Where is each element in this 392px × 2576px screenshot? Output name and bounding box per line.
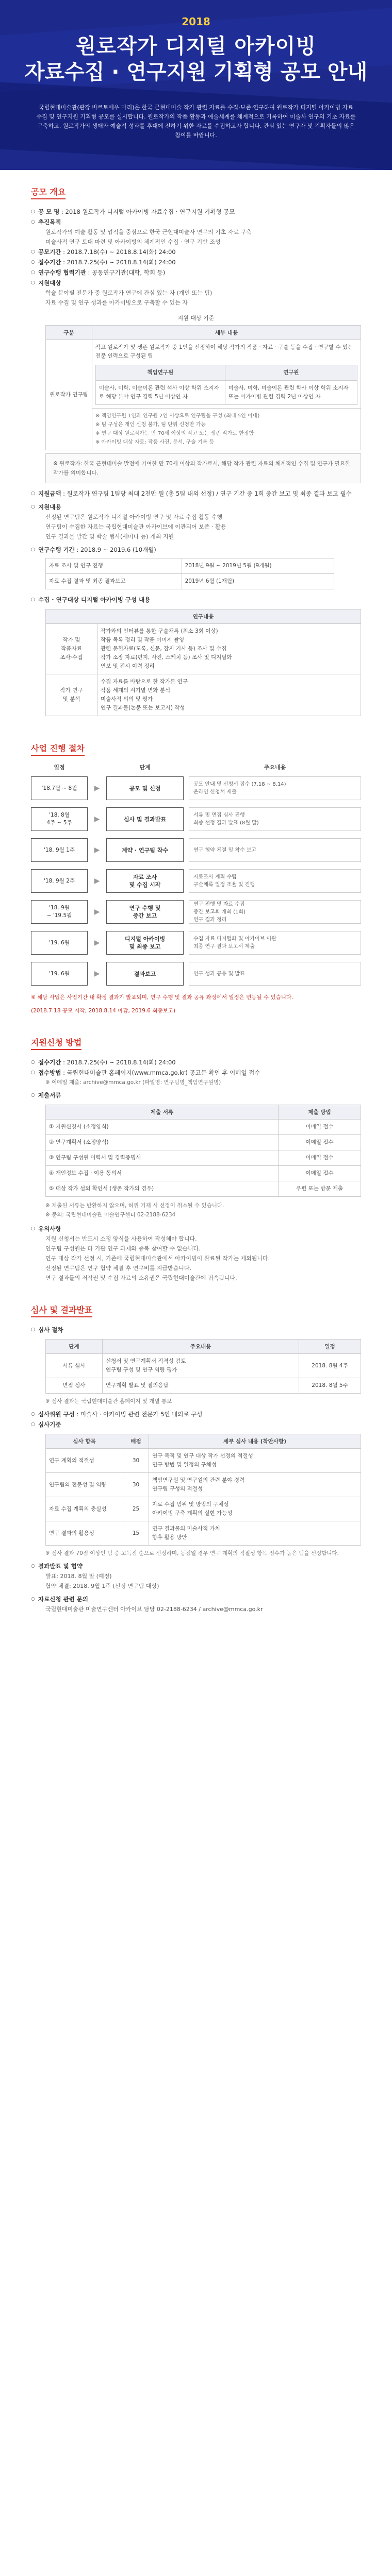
section-review	[31, 1288, 361, 1614]
result-line: 협약 체결: 2018. 9월 1주 (선정 연구팀 대상)	[45, 1583, 159, 1589]
overview-item: ○ 연구수행 기간 : 2018.9 ~ 2019.6 (10개월)	[31, 545, 361, 555]
criteria-table: 심사 항목 배점 세부 심사 내용 (착안사항) 연구 계획의 적절성 30 연구 목적 및 연구 대상 작가 선정의 적절성 연구 방법 및 일정의 구체성 연구팀의 전문성 및 역량 30 책임연구원 및 연구원의 관련 분야 경력 연구팀 구성의 적절성 자료 수집 계획의 충실성 25 자료 수집 범위 및 방법의 구체성 아카이빙 구축 계획의 실현 가능성 연구 결과의 활용성 15 연구 결과물의 미술사적 가치 향후 활용 방안	[45, 1434, 361, 1546]
sub-table: 책임연구원 연구원 미술사, 미학, 미술이론 관련 석사 이상 학위 소지자로 해당 분야 연구 경력 5년 이상인 자 미술사, 미학, 미술이론 관련 학사 이상 학위 소지자 또는 아카이빙 관련 경력 2년 이상인 자	[95, 365, 357, 405]
overview-item: ○ 공모기간 : 2018.7.18(수) ~ 2018.8.14(화) 24:00	[31, 247, 361, 257]
apply-item: ○ 제출서류	[31, 1090, 361, 1100]
section-overview	[31, 170, 361, 716]
review-process-table: 단계 주요내용 일정 서류 심사 신청서 및 연구계획서 적격성 검토 연구팀 구성 및 연구 역량 평가 2018. 8월 4주 면접 심사 연구계획 발표 및 질의응답 2018. 8월 5주	[45, 1339, 361, 1394]
overview-item: ○ 접수기간 : 2018.7.25(수) ~ 2018.8.14(화) 24:00	[31, 257, 361, 267]
apply-item: ○ 접수방법 : 국립현대미술관 홈페이지(www.mmca.go.kr) 공고문 확인 후 이메일 접수	[31, 1067, 361, 1078]
hero-year: 2018	[182, 15, 210, 28]
hero-description: 국립현대미술관(관장 바르토메우 마리)은 한국 근현대미술 작가 관련 자료를 수집·보존·연구하여 원로작가 디지털 아카이빙 자료수집 및 연구지원 기획형 공모를 실시합니다. 원로작가의 작품 활동과 예술세계를 체계적으로 기록하여 미술사 연구의 기초 자료를 구축하고, 원로작가의 생애와 예술적 성과를 후대에 전하기 위한 자료를 수집하고자 합니다. 관심 있는 연구자 및 기획자들의 많은 참여를 바랍니다.	[36, 104, 356, 139]
overview-item: ○ 지원내용	[31, 502, 361, 512]
review-note: ※ 심사 결과는 국립현대미술관 홈페이지 및 개별 통보	[45, 1398, 172, 1404]
purpose-line: 미술사적 연구 토대 마련 및 아카이빙의 체계적인 수집 · 연구 기반 조성	[45, 239, 221, 245]
arrow-icon: ▶	[94, 846, 100, 854]
overview-item: ○ 추진목적	[31, 217, 361, 227]
overview-item: ○ 수집 · 연구대상 디지털 아카이빙 구성 내용	[31, 595, 361, 605]
step-description: 연구 성과 공유 및 발표	[189, 962, 361, 986]
arrow-icon: ▶	[94, 815, 100, 823]
step-name: 결과보고	[106, 962, 184, 986]
hero-title: 원로작가 디지털 아카이빙	[76, 35, 316, 58]
step-date: '19. 6월	[31, 962, 88, 986]
step-description: 연구 협약 체결 및 착수 보고	[189, 838, 361, 862]
arrow-icon: ▶	[94, 970, 100, 978]
process-step	[31, 931, 361, 955]
documents-note: ※ 문의: 국립현대미술관 미술연구센터 02-2188-6234	[45, 1212, 176, 1218]
step-description: 자료조사 계획 수립 구술채록 일정 조율 및 진행	[189, 869, 361, 893]
overview-item: ○ 지원대상	[31, 278, 361, 288]
process-step	[31, 900, 361, 924]
hero-banner	[0, 0, 392, 170]
step-name: 심사 및 결과발표	[106, 807, 184, 831]
process-step	[31, 838, 361, 862]
process-step	[31, 962, 361, 986]
review-item: ○ 결과발표 및 협약	[31, 1561, 361, 1571]
section-title: 지원신청 방법	[31, 1036, 81, 1050]
step-description: 연구 진행 및 자료 수집 중간 보고회 개최 (1회) 연구 결과 정리	[189, 900, 361, 924]
apply-item: ○ 유의사항	[31, 1224, 361, 1234]
target-line: 학술 분야별 전문가 중 원로작가 연구에 관심 있는 자 (개인 또는 팀)	[45, 290, 213, 296]
step-name: 자료 조사 및 수집 시작	[106, 869, 184, 893]
table-cell: 원로작가 연구팀	[46, 340, 92, 450]
step-date: '18. 9월 2주	[31, 869, 88, 893]
process-note: (2018.7.18 공모 시작, 2018.8.14 마감, 2019.6 최종보고)	[31, 1008, 175, 1014]
review-item: ○ 자료신청 관련 문의	[31, 1594, 361, 1604]
step-description: 수집 자료 디지털화 및 아카이브 이관 최종 연구 결과 보고서 제출	[189, 931, 361, 955]
section-title: 사업 진행 절차	[31, 742, 85, 756]
target-table	[45, 325, 361, 450]
step-description: 공모 안내 및 신청서 접수 (7.18 ~ 8.14) 온라인 신청서 제출	[189, 776, 361, 800]
criteria-line: 선정된 연구팀은 연구 협약 체결 후 연구비를 지급받습니다.	[45, 1265, 191, 1272]
benefit-line: 연구팀이 수집한 자료는 국립현대미술관 아카이브에 이관되어 보존 · 활용	[45, 523, 226, 530]
overview-item: ○ 지원금액 : 원로작가 연구팀 1팀당 최대 2천만 원 (총 5팀 내외 선정) / 연구 기간 중 1회 중간 보고 및 최종 결과 보고 필수	[31, 488, 361, 499]
arrow-icon: ▶	[94, 939, 100, 947]
benefit-line: 선정된 연구팀은 원로작가 디지털 아카이빙 연구 및 자료 수집 활동 수행	[45, 514, 223, 520]
step-name: 계약 · 연구팀 착수	[106, 838, 184, 862]
process-flow	[31, 776, 361, 986]
step-name: 연구 수행 및 중간 보고	[106, 900, 184, 924]
criteria-line: 연구팀 구성원은 타 기관 연구 과제와 중복 참여할 수 없습니다.	[45, 1245, 201, 1252]
documents-table: 제출 서류 제출 방법 ① 지원신청서 (소정양식) 이메일 접수 ② 연구계획서 (소정양식) 이메일 접수 ③ 연구팀 구성원 이력서 및 경력증명서 이메일 접수 ④ 개인정보 수집 · 이용 동의서 이메일 접수 ⑤ 대상 작가 섭외 확인서 (생존 작가의 경우) 우편 또는 방문 제출	[45, 1105, 361, 1197]
step-date: '18. 9월 ~ '19.5월	[31, 900, 88, 924]
section-title: 공모 개요	[31, 185, 66, 199]
section-title: 심사 및 결과발표	[31, 1303, 92, 1317]
step-name: 공모 및 신청	[106, 776, 184, 800]
step-description: 서류 및 면접 심사 진행 최종 선정 결과 발표 (8월 말)	[189, 807, 361, 831]
note-box: ※ 원로작가: 한국 근현대미술 발전에 기여한 만 70세 이상의 작가로서, 해당 작가 관련 자료의 체계적인 수집 및 연구가 필요한 작가를 의미합니다.	[45, 453, 361, 483]
process-step	[31, 807, 361, 831]
table-cell: 작고 원로작가 및 생존 원로작가 중 1인을 선정하여 해당 작가의 작품 · 자료 · 구술 등을 수집 · 연구할 수 있는 전문 인력으로 구성된 팀 책임연구원 연구원 미술사, 미학, 미술이론 관련 석사 이상 학위 소지자로 해당 분야 연구 경력 5년 이상인 자 미술사, 미학, 미술이론 관련 학사 이상 학위 소지자 또는 아카이빙 관련 경력 2년 이상인 자	[92, 340, 361, 409]
arrow-icon: ▶	[94, 877, 100, 885]
step-date: '18. 8월 4주 ~ 5주	[31, 807, 88, 831]
table-caption: 지원 대상 기준	[177, 315, 215, 321]
research-table: 연구내용 작가 및 작품자료 조사·수집 작가와의 인터뷰를 통한 구술채록 (최소 3회 이상) 작품 목록 정리 및 작품 이미지 촬영 관련 문헌자료(도록, 신문, 잡지 기사 등) 조사 및 수집 작가 소장 자료(편지, 사진, 스케치 등) 조사 및 디지털화 연보 및 전시 이력 정리 작가 연구 및 분석 수집 자료를 바탕으로 한 작가론 연구 작품 세계의 시기별 변화 분석 미술사적 의의 및 평가 연구 결과물(논문 또는 보고서) 작성	[45, 609, 361, 716]
arrow-icon: ▶	[94, 908, 100, 916]
process-step	[31, 869, 361, 893]
target-line: 자료 수집 및 연구 성과를 아카이빙으로 구축할 수 있는 자	[45, 299, 188, 306]
section-process	[31, 726, 361, 1015]
flow-header: 일정 단계 주요내용	[54, 764, 286, 771]
criteria-line: 지원 신청서는 반드시 소정 양식을 사용하여 작성해야 합니다.	[45, 1235, 197, 1242]
step-date: '18. 9월 1주	[31, 838, 88, 862]
step-date: '19. 6월	[31, 931, 88, 955]
hero-subtitle: 자료수집 · 연구지원 기획형 공모 안내	[24, 60, 368, 84]
table-header: 구분	[46, 326, 92, 340]
process-note: ※ 해당 사업은 사업기간 내 확정 결과가 발표되며, 연구 수행 및 결과 공유 과정에서 일정은 변동될 수 있습니다.	[31, 994, 293, 1001]
period-table: 자료 조사 및 연구 진행 2018년 9월 ~ 2019년 5월 (9개월) 자료 수집 결과 및 최종 결과보고 2019년 6월 (1개월)	[45, 558, 334, 589]
purpose-line: 원로작가의 예술 활동 및 업적을 중심으로 한국 근현대미술사 연구의 기초 자료 구축	[45, 229, 252, 235]
review-item: ○ 심사위원 구성 : 미술사 · 아카이빙 관련 전문가 5인 내외로 구성	[31, 1409, 361, 1419]
result-line: 발표: 2018. 8월 말 (예정)	[45, 1573, 112, 1580]
review-item: ○ 심사 절차	[31, 1325, 361, 1335]
overview-item: ○ 연구수행 협력기관 : 공동연구기관(대학, 학회 등)	[31, 267, 361, 278]
email-note: ※ 이메일 제출: archive@mmca.go.kr (파일명: 연구팀명_책임연구원명)	[45, 1079, 221, 1086]
benefit-line: 연구 결과물 발간 및 학술 행사(세미나 등) 개최 지원	[45, 533, 174, 540]
criteria-line: 연구 결과물의 저작권 및 수집 자료의 소유권은 국립현대미술관에 귀속됩니다.	[45, 1275, 237, 1281]
criteria-note: ※ 심사 결과 70점 이상인 팀 중 고득점 순으로 선정하며, 동점일 경우 연구 계획의 적절성 항목 점수가 높은 팀을 선정합니다.	[45, 1550, 339, 1556]
apply-item: ○ 접수기간 : 2018.7.25(수) ~ 2018.8.14(화) 24:00	[31, 1057, 361, 1067]
step-date: '18.7월 ~ 8월	[31, 776, 88, 800]
criteria-line: 연구 대상 작가 선정 시, 기존에 국립현대미술관에서 아카이빙이 완료된 작가는 제외됩니다.	[45, 1255, 270, 1262]
process-step	[31, 776, 361, 800]
arrow-icon: ▶	[94, 784, 100, 792]
overview-item: ○ 공 모 명 : 2018 원로작가 디지털 아카이빙 자료수집 · 연구지원 기획형 공모	[31, 207, 361, 217]
section-apply	[31, 1021, 361, 1283]
table-notes: ※ 책임연구원 1인과 연구원 2인 이상으로 연구팀을 구성 (최대 5인 이내) ※ 팀 구성은 개인 신청 불가, 팀 단위 신청만 가능 ※ 연구 대상 원로작가는 만 70세 이상의 작고 또는 생존 작가로 한정함 ※ 아카이빙 대상 자료: 작품 사진, 문서, 구술 기록 등	[92, 409, 361, 450]
documents-note: ※ 제출된 서류는 반환하지 않으며, 허위 기재 시 선정이 취소될 수 있습니다.	[45, 1202, 224, 1209]
review-item: ○ 심사기준	[31, 1419, 361, 1430]
step-name: 디지털 아카이빙 및 최종 보고	[106, 931, 184, 955]
contact-line: 국립현대미술관 미술연구센터 아카이브 담당 02-2188-6234 / archive@mmca.go.kr	[45, 1606, 263, 1613]
table-header: 세부 내용	[92, 326, 361, 340]
